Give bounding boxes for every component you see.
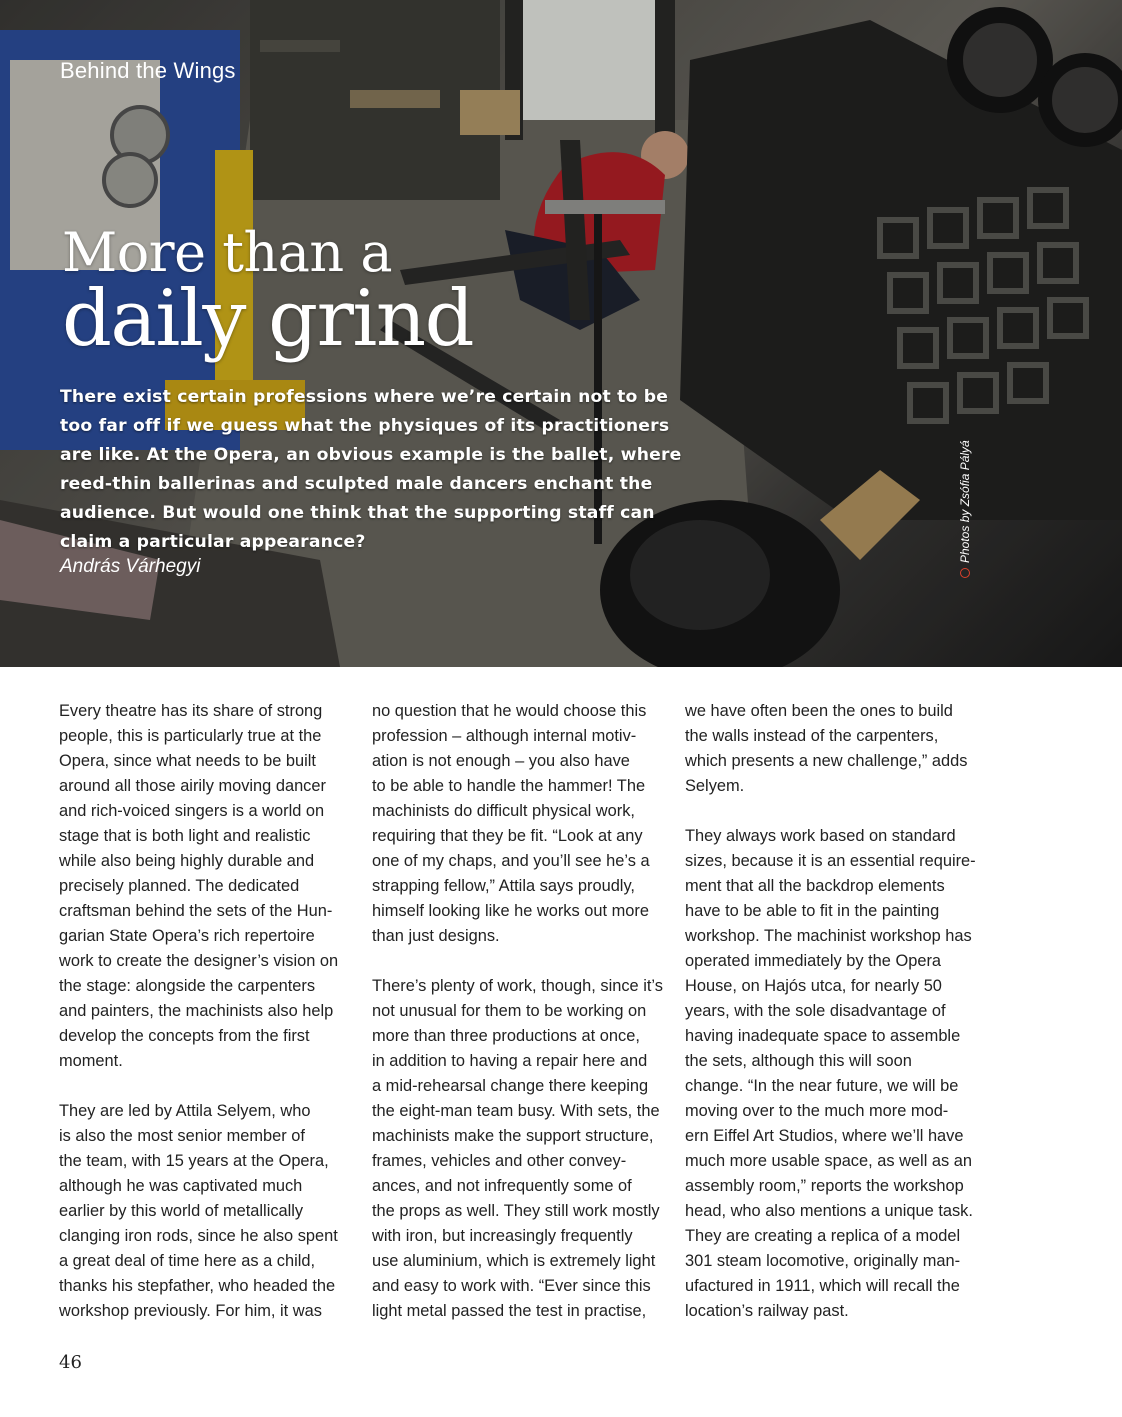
paragraph — [59, 1099, 359, 1324]
section-label: Behind the Wings — [60, 58, 236, 83]
text-line: a great deal of time here as a child, — [59, 1252, 316, 1270]
text-line: earlier by this world of metallically — [59, 1202, 304, 1220]
text-line: more than three productions at once, — [372, 1027, 640, 1045]
photo-credit-text: Photos by Zsófia Pályá — [958, 440, 972, 563]
column-2 — [372, 699, 672, 1349]
text-line: ation is not enough – you also have — [372, 752, 630, 770]
text-line: although he was captivated much — [59, 1177, 303, 1195]
text-line: the walls instead of the carpenters, — [685, 727, 939, 745]
lead-paragraph — [60, 383, 700, 557]
text-line: himself looking like he works out more — [372, 902, 649, 920]
text-line: workshop. The machinist workshop has — [685, 927, 972, 945]
text-line: garian State Opera’s rich repertoire — [59, 927, 315, 945]
text-line: to be able to handle the hammer! The — [372, 777, 646, 795]
text-line: operated immediately by the Opera — [685, 952, 942, 970]
text-line: location’s railway past. — [685, 1302, 849, 1320]
page-number: 46 — [59, 1352, 82, 1373]
text-line: 301 steam locomotive, originally man- — [685, 1252, 961, 1270]
lead-line: claim a particular appearance? — [60, 532, 366, 552]
author-byline: András Várhegyi — [60, 556, 201, 577]
text-line: workshop previously. For him, it was — [59, 1302, 322, 1320]
text-line: the props as well. They still work mostly — [372, 1202, 660, 1220]
camera-icon — [960, 568, 970, 578]
text-line: There’s plenty of work, though, since it’s — [372, 977, 663, 995]
text-line: than just designs. — [372, 927, 500, 945]
paragraph — [59, 699, 359, 1074]
text-line: in addition to having a repair here and — [372, 1052, 648, 1070]
title-line-1: More than a — [62, 221, 393, 284]
text-line: profession – although internal motiv- — [372, 727, 637, 745]
text-line: They are led by Attila Selyem, who — [59, 1102, 311, 1120]
text-line: House, on Hajós utca, for nearly 50 — [685, 977, 942, 995]
text-line: the sets, although this will soon — [685, 1052, 912, 1070]
text-line: the stage: alongside the carpenters — [59, 977, 316, 995]
text-line: years, with the sole disadvantage of — [685, 1002, 946, 1020]
text-line: They always work based on standard — [685, 827, 956, 845]
text-line: no question that he would choose this — [372, 702, 647, 720]
text-line: while also being highly durable and — [59, 852, 315, 870]
text-line: the eight-man team busy. With sets, the — [372, 1102, 660, 1120]
paragraph — [372, 699, 672, 949]
lead-line: too far off if we guess what the physiques of its practitioners — [60, 416, 670, 436]
text-line: craftsman behind the sets of the Hun- — [59, 902, 333, 920]
text-line: strapping fellow,” Attila says proudly, — [372, 877, 635, 895]
text-line: develop the concepts from the first — [59, 1027, 310, 1045]
column-3 — [685, 699, 985, 1349]
column-1 — [59, 699, 359, 1349]
text-line: a mid-rehearsal change there keeping — [372, 1077, 649, 1095]
text-line: and easy to work with. “Ever since this — [372, 1277, 651, 1295]
text-line: machinists make the support structure, — [372, 1127, 654, 1145]
text-line: sizes, because it is an essential require- — [685, 852, 976, 870]
text-line: have to be able to fit in the painting — [685, 902, 940, 920]
paragraph — [685, 699, 985, 799]
text-line: around all those airily moving dancer — [59, 777, 326, 795]
text-line: the team, with 15 years at the Opera, — [59, 1152, 329, 1170]
text-line: and painters, the machinists also help — [59, 1002, 334, 1020]
text-line: work to create the designer’s vision on — [59, 952, 339, 970]
text-line: which presents a new challenge,” adds — [685, 752, 968, 770]
text-line: assembly room,” reports the workshop — [685, 1177, 964, 1195]
text-line: having inadequate space to assemble — [685, 1027, 961, 1045]
lead-line: There exist certain professions where we’re certain not to be — [60, 387, 669, 407]
lead-line: are like. At the Opera, an obvious example is the ballet, where — [60, 445, 682, 465]
text-line: requiring that they be fit. “Look at any — [372, 827, 643, 845]
text-line: clanging iron rods, since he also spent — [59, 1227, 338, 1245]
text-line: we have often been the ones to build — [685, 702, 953, 720]
text-line: ances, and not infrequently some of — [372, 1177, 632, 1195]
text-line: moment. — [59, 1052, 123, 1070]
text-line: machinists do difficult physical work, — [372, 802, 635, 820]
lead-line: audience. But would one think that the supporting staff can — [60, 503, 655, 523]
paragraph — [372, 974, 672, 1324]
text-line: ment that all the backdrop elements — [685, 877, 945, 895]
text-line: stage that is both light and realistic — [59, 827, 311, 845]
text-line: ern Eiffel Art Studios, where we’ll have — [685, 1127, 964, 1145]
text-line: use aluminium, which is extremely light — [372, 1252, 656, 1270]
paragraph — [685, 824, 985, 1324]
text-line: one of my chaps, and you’ll see he’s a — [372, 852, 650, 870]
text-line: Selyem. — [685, 777, 745, 795]
title-line-2: daily grind — [62, 274, 474, 364]
text-line: precisely planned. The dedicated — [59, 877, 300, 895]
hero-photo — [0, 0, 1122, 667]
text-line: people, this is particularly true at the — [59, 727, 322, 745]
text-line: Every theatre has its share of strong — [59, 702, 323, 720]
text-line: change. “In the near future, we will be — [685, 1077, 959, 1095]
text-line: thanks his stepfather, who headed the — [59, 1277, 336, 1295]
text-line: not unusual for them to be working on — [372, 1002, 647, 1020]
text-line: Opera, since what needs to be built — [59, 752, 316, 770]
text-line: ufactured in 1911, which will recall the — [685, 1277, 960, 1295]
text-line: frames, vehicles and other convey- — [372, 1152, 627, 1170]
text-line: and rich-voiced singers is a world on — [59, 802, 325, 820]
text-line: much more usable space, as well as an — [685, 1152, 972, 1170]
article-title — [62, 221, 474, 364]
text-line: light metal passed the test in practise, — [372, 1302, 647, 1320]
text-line: is also the most senior member of — [59, 1127, 305, 1145]
text-line: head, who also mentions a unique task. — [685, 1202, 973, 1220]
text-line: moving over to the much more mod- — [685, 1102, 949, 1120]
lead-line: reed-thin ballerinas and sculpted male dancers enchant the — [60, 474, 653, 494]
text-line: with iron, but increasingly frequently — [372, 1227, 633, 1245]
text-line: They are creating a replica of a model — [685, 1227, 961, 1245]
photo-credit — [958, 440, 972, 578]
